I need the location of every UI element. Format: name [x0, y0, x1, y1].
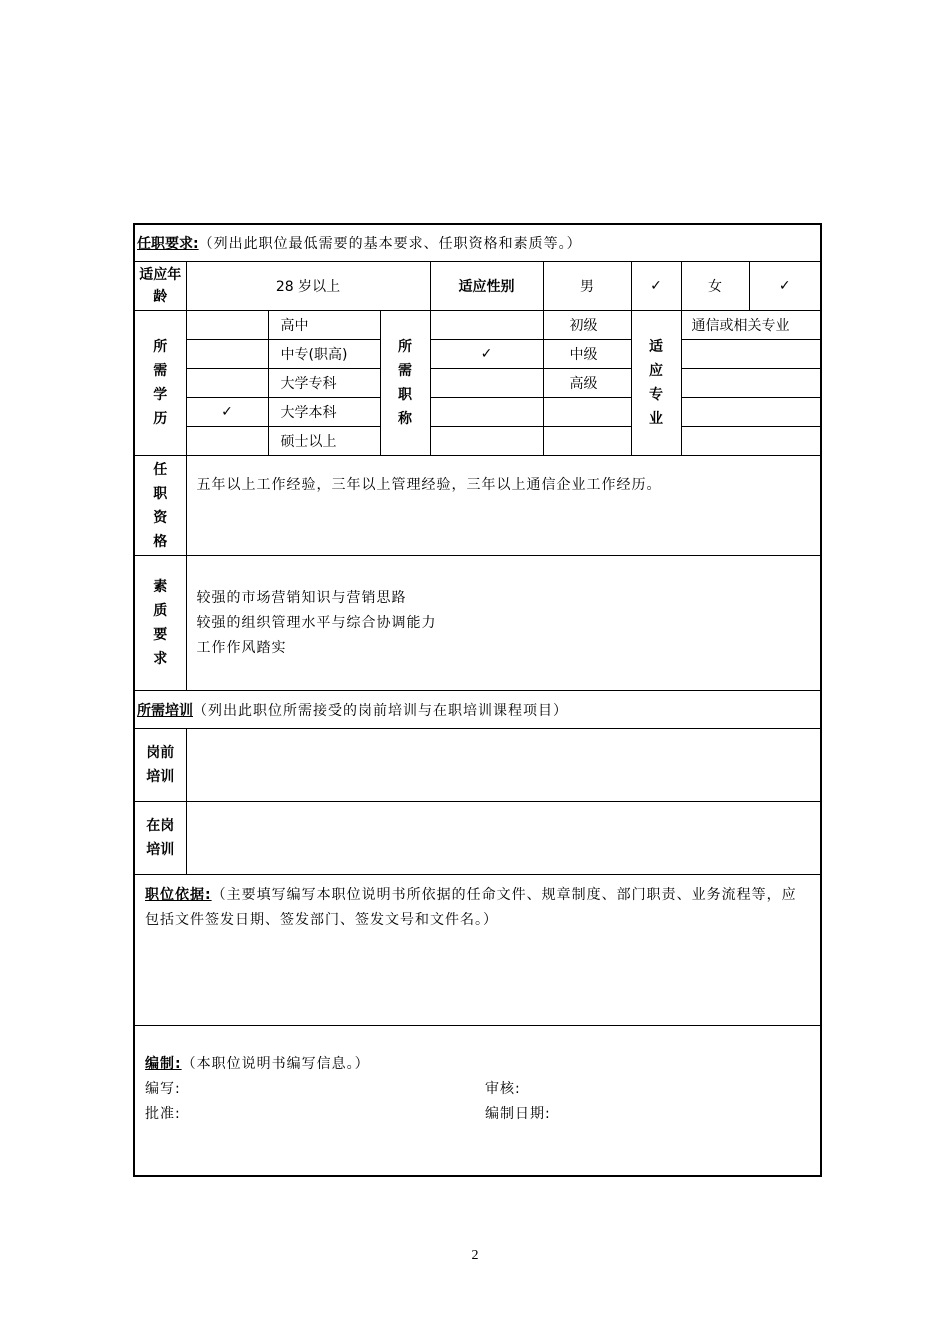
title-check: [430, 311, 543, 340]
title-option: [543, 398, 631, 427]
requirements-heading: 任职要求:: [137, 236, 199, 252]
education-check: [186, 311, 268, 340]
training-heading: 所需培训: [137, 702, 193, 719]
compile-block: [134, 1026, 821, 1176]
job-description-form: [133, 223, 820, 1177]
compile-heading: 编制:: [145, 1056, 182, 1072]
pre-training-label: 岗前 培训: [134, 729, 186, 802]
major-entry: [681, 398, 821, 427]
on-training-content: [186, 802, 821, 875]
gender-male: 男: [543, 262, 631, 311]
title-option: 高级: [543, 369, 631, 398]
major-entry: [681, 427, 821, 456]
quality-row: [134, 556, 821, 691]
basis-row: [134, 875, 821, 1026]
basis-note: （主要填写编写本职位说明书所依据的任命文件、规章制度、部门职责、业务流程等，应包括文件签发日期、签发部门、签发文号和文件名。）: [145, 887, 797, 928]
education-option: 大学本科: [268, 398, 380, 427]
major-entry: [681, 340, 821, 369]
education-check: [186, 340, 268, 369]
education-check: [186, 427, 268, 456]
requirements-heading-row: [134, 224, 821, 262]
gender-female-check: ✓: [749, 262, 821, 311]
title-option: [543, 427, 631, 456]
quality-line: 较强的市场营销知识与营销思路: [196, 589, 407, 606]
quality-text: [186, 556, 821, 691]
age-row: [134, 262, 821, 311]
title-check: [430, 369, 543, 398]
requirements-table: [133, 223, 822, 1177]
pre-training-row: [134, 729, 821, 802]
age-label: 适应年龄: [134, 262, 186, 311]
education-option: 硕士以上: [268, 427, 380, 456]
edu-row-3: [134, 369, 821, 398]
edu-row-2: [134, 340, 821, 369]
major-label: 适 应 专 业: [631, 311, 681, 456]
writer-field: 编写:: [145, 1081, 181, 1097]
education-option: 高中: [268, 311, 380, 340]
gender-male-check: ✓: [631, 262, 681, 311]
on-training-label: 在岗 培训: [134, 802, 186, 875]
title-check: [430, 427, 543, 456]
education-option: 大学专科: [268, 369, 380, 398]
date-field: 编制日期:: [485, 1106, 551, 1122]
qualification-row: [134, 456, 821, 556]
on-training-row: [134, 802, 821, 875]
title-check: ✓: [430, 340, 543, 369]
basis-block: [134, 875, 821, 1026]
requirements-heading-note: （列出此职位最低需要的基本要求、任职资格和素质等。）: [198, 236, 582, 252]
education-check: [186, 369, 268, 398]
edu-row-1: [134, 311, 821, 340]
quality-line: 工作作风踏实: [196, 639, 287, 656]
reviewer-field: 审核:: [485, 1081, 521, 1097]
gender-label: 适应性别: [430, 262, 543, 311]
gender-female: 女: [681, 262, 749, 311]
pre-training-content: [186, 729, 821, 802]
education-option: 中专(职高): [268, 340, 380, 369]
title-option: 初级: [543, 311, 631, 340]
title-label: 所 需 职 称: [380, 311, 430, 456]
quality-label: 素 质 要 求: [134, 556, 186, 691]
training-heading-row: [134, 691, 821, 729]
edu-row-4: [134, 398, 821, 427]
quality-line: 较强的组织管理水平与综合协调能力: [196, 614, 437, 631]
page-number: 2: [471, 1248, 479, 1263]
training-heading-note: （列出此职位所需接受的岗前培训与在职培训课程项目）: [193, 702, 568, 719]
edu-row-5: [134, 427, 821, 456]
sign-grid: [145, 1077, 705, 1127]
qualification-label: 任 职 资 格: [134, 456, 186, 556]
title-check: [430, 398, 543, 427]
education-label: 所 需 学 历: [134, 311, 186, 456]
age-value: 28 岁以上: [186, 262, 430, 311]
approver-field: 批准:: [145, 1106, 181, 1122]
title-option: 中级: [543, 340, 631, 369]
basis-heading: 职位依据:: [145, 887, 212, 903]
major-entry: 通信或相关专业: [681, 311, 821, 340]
qualification-text: 五年以上工作经验，三年以上管理经验，三年以上通信企业工作经历。: [186, 456, 821, 556]
compile-row: [134, 1026, 821, 1176]
education-check: ✓: [186, 398, 268, 427]
major-entry: [681, 369, 821, 398]
compile-note: （本职位说明书编写信息。）: [181, 1056, 370, 1072]
